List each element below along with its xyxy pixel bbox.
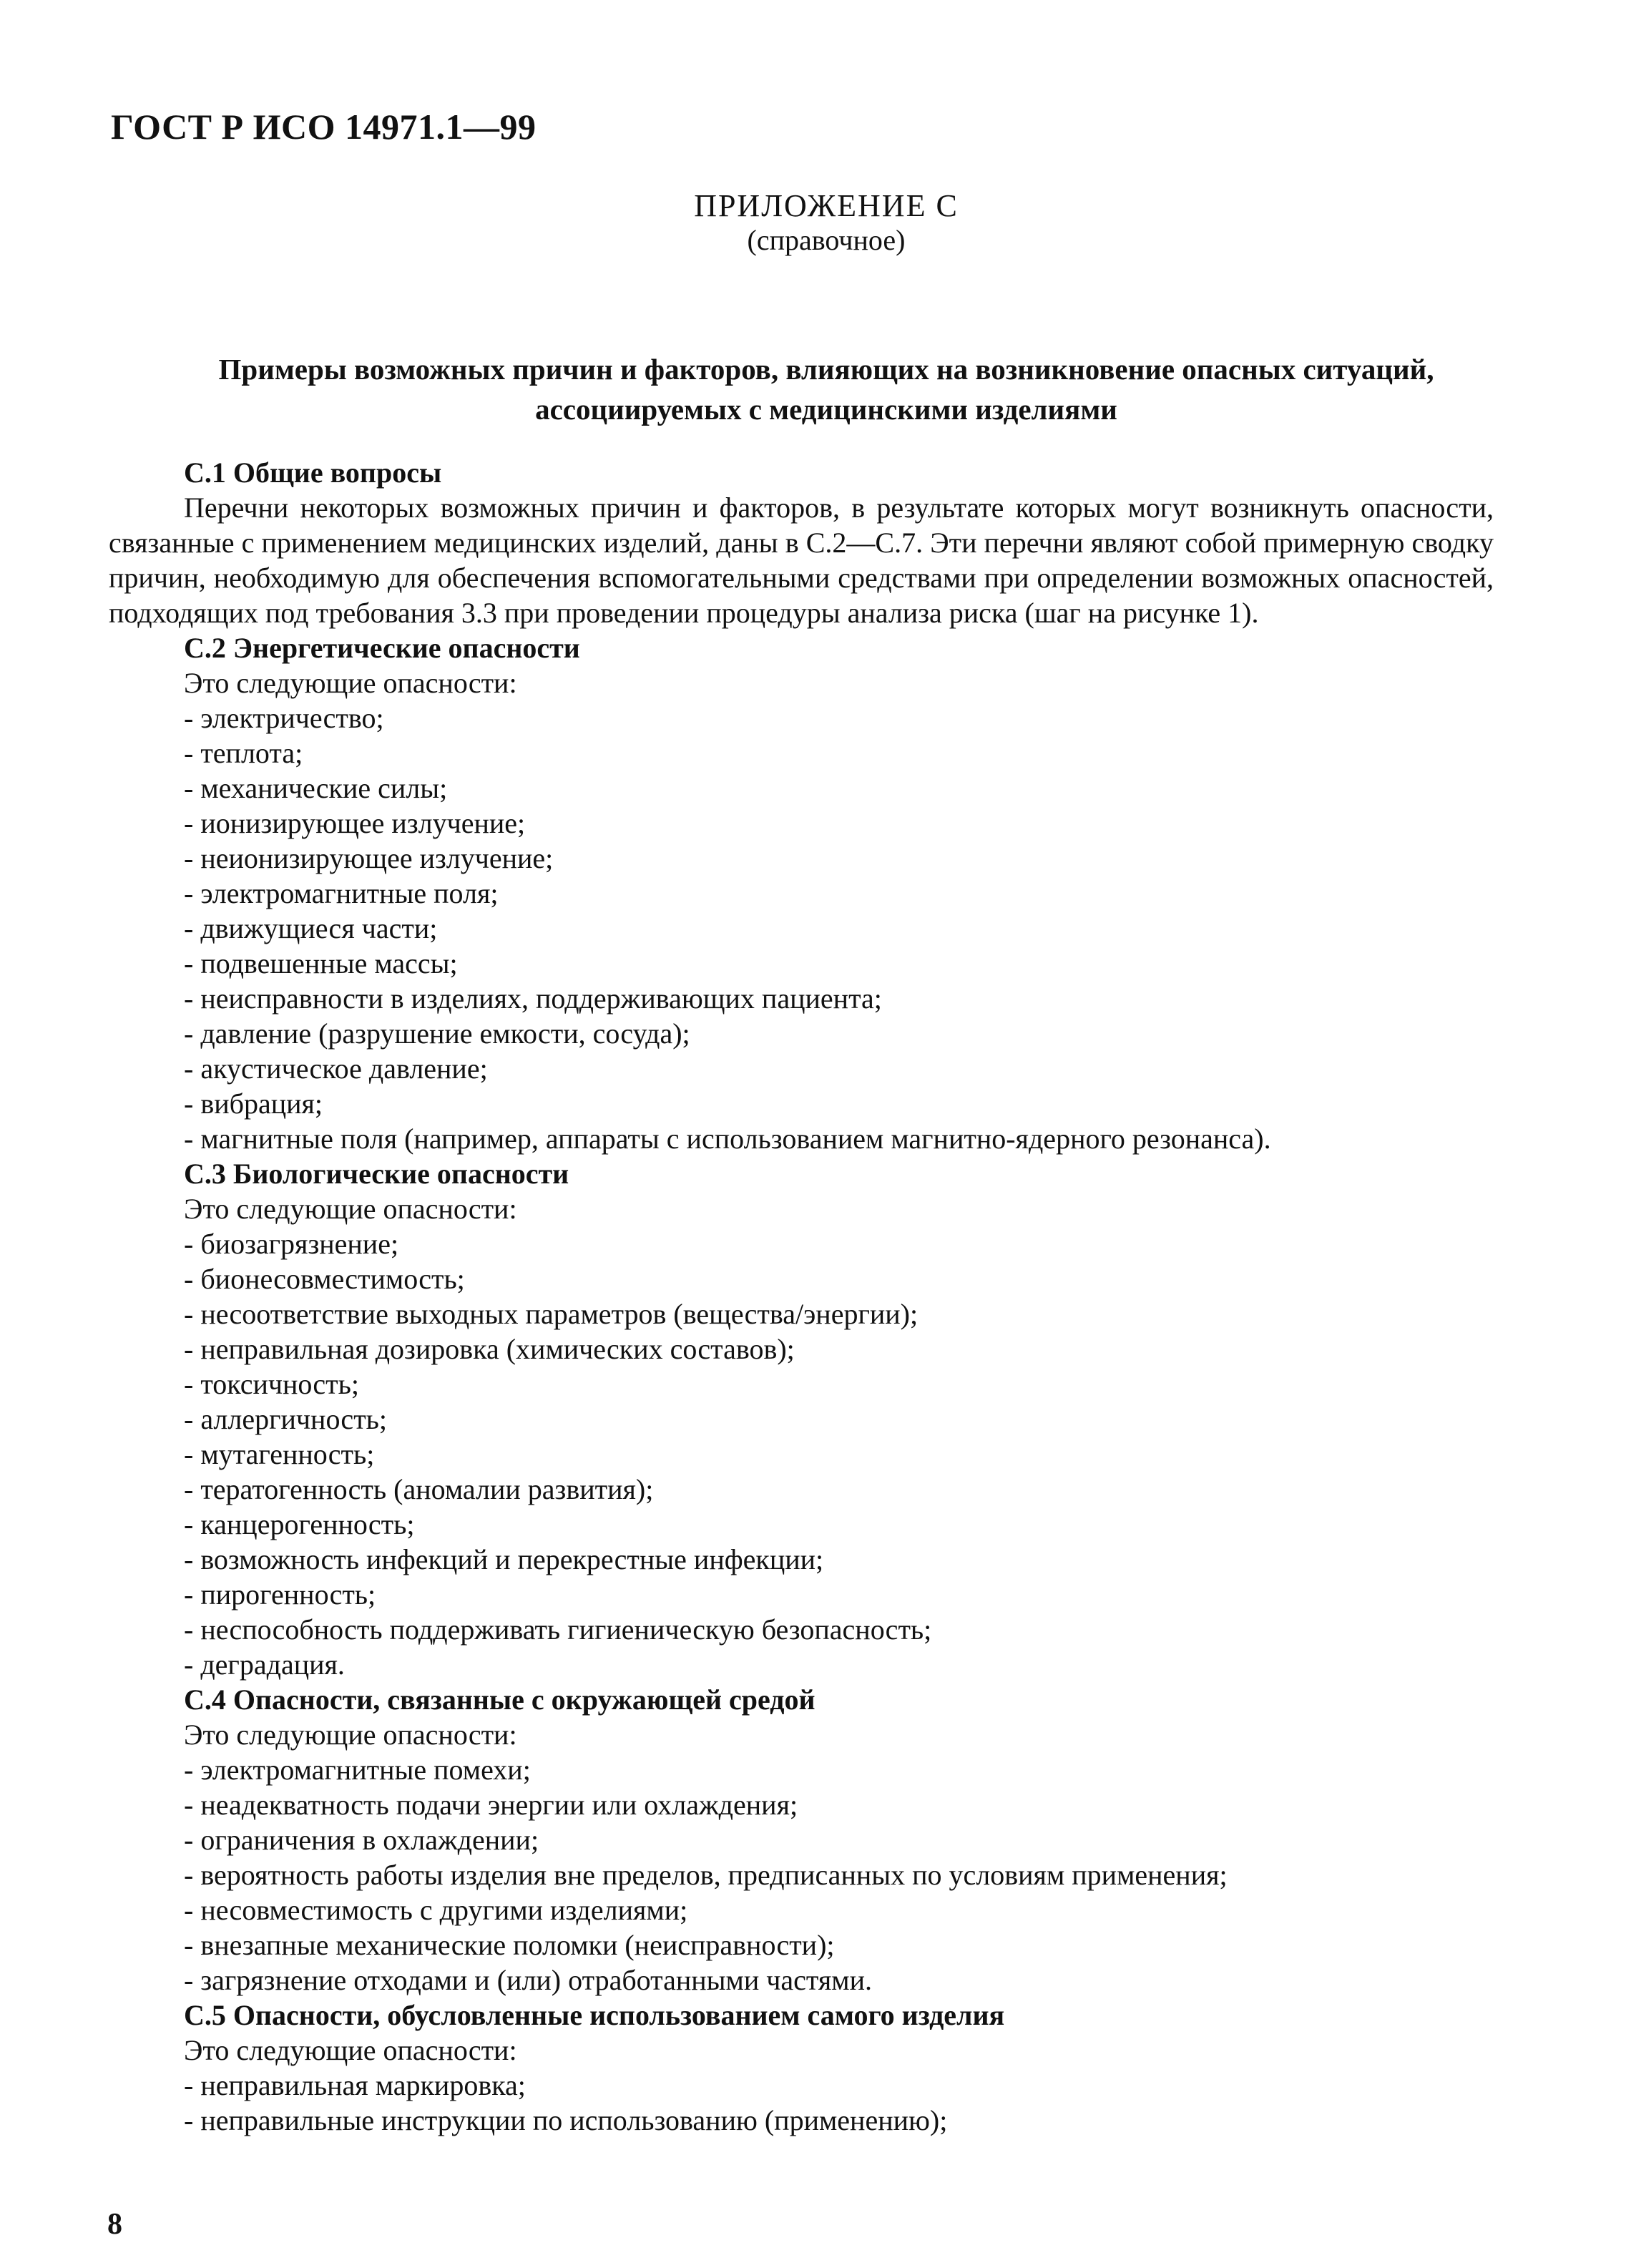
document-title-line-1: Примеры возможных причин и факторов, влияющих на возникновение опасных ситуаций,	[218, 353, 1434, 386]
section-intro-c3: Это следующие опасности:	[184, 1193, 517, 1225]
section-intro-c4: Это следующие опасности:	[184, 1719, 517, 1751]
list-item: - пирогенность;	[184, 1578, 376, 1610]
list-item: - канцерогенность;	[184, 1508, 415, 1540]
appendix-title: ПРИЛОЖЕНИЕ С	[694, 188, 959, 223]
list-item: - движущиеся части;	[184, 912, 438, 944]
list-item: - неисправности в изделиях, поддерживающих пациента;	[184, 982, 882, 1015]
list-item: - возможность инфекций и перекрестные инфекции;	[184, 1543, 824, 1575]
list-item: - магнитные поля (например, аппараты с использованием магнитно-ядерного резонанса).	[184, 1123, 1271, 1155]
list-item: - несовместимость с другими изделиями;	[184, 1894, 688, 1926]
section-heading-c3: С.3 Биологические опасности	[184, 1158, 569, 1190]
section-heading-c1: С.1 Общие вопросы	[184, 456, 442, 489]
list-item: - неспособность поддерживать гигиеническую безопасность;	[184, 1613, 932, 1646]
document-title	[179, 349, 1474, 429]
list-item: - несоответствие выходных параметров (вещества/энергии);	[184, 1298, 919, 1330]
list-item: - аллергичность;	[184, 1403, 388, 1435]
list-item: - ионизирующее излучение;	[184, 807, 526, 839]
section-intro-c2: Это следующие опасности:	[184, 667, 517, 699]
section-intro-c5: Это следующие опасности:	[184, 2034, 517, 2066]
appendix-subtitle: (справочное)	[747, 224, 906, 256]
page-number: 8	[107, 2208, 122, 2241]
section-paragraph-c1: Перечни некоторых возможных причин и факторов, в результате которых могут возникнуть опасности, связанные с применением медицинских изделий, даны в С.2—С.7. Эти перечни являют собой примерную сводку причин, необходимую для обеспечения вспомогательными средствами при определении возможных опасностей, подходящих под требования 3.3 при проведении процедуры анализа риска (шаг на рисунке 1).	[109, 492, 1494, 629]
list-item: - неправильная маркировка;	[184, 2069, 526, 2101]
document-body	[109, 455, 1494, 2138]
list-item: - электричество;	[184, 702, 384, 734]
list-item: - биозагрязнение;	[184, 1228, 399, 1260]
list-item: - неадекватность подачи энергии или охлаждения;	[184, 1789, 798, 1821]
list-item: - ограничения в охлаждении;	[184, 1824, 539, 1856]
hazard-list-c2	[109, 700, 1494, 1156]
list-item: - вибрация;	[184, 1087, 323, 1120]
list-item: - мутагенность;	[184, 1438, 375, 1470]
list-item: - механические силы;	[184, 772, 448, 804]
hazard-list-c3	[109, 1226, 1494, 1682]
list-item: - электромагнитные помехи;	[184, 1754, 531, 1786]
list-item: - тератогенность (аномалии развития);	[184, 1473, 654, 1505]
section-heading-c5: С.5 Опасности, обусловленные использованием самого изделия	[184, 1999, 1005, 2031]
list-item: - акустическое давление;	[184, 1052, 488, 1085]
list-item: - неправильная дозировка (химических составов);	[184, 1333, 795, 1365]
list-item: - бионесовместимость;	[184, 1263, 465, 1295]
section-heading-c2: С.2 Энергетические опасности	[184, 632, 580, 664]
standard-header: ГОСТ Р ИСО 14971.1—99	[111, 107, 537, 147]
list-item: - внезапные механические поломки (неисправности);	[184, 1929, 835, 1961]
hazard-list-c5	[109, 2068, 1494, 2138]
list-item: - давление (разрушение емкости, сосуда);	[184, 1017, 690, 1050]
hazard-list-c4	[109, 1752, 1494, 1998]
section-heading-c4: С.4 Опасности, связанные с окружающей средой	[184, 1683, 815, 1716]
list-item: - деградация.	[184, 1648, 345, 1681]
list-item: - токсичность;	[184, 1368, 359, 1400]
list-item: - неионизирующее излучение;	[184, 842, 554, 874]
list-item: - вероятность работы изделия вне пределов, предписанных по условиям применения;	[184, 1859, 1228, 1891]
list-item: - теплота;	[184, 737, 303, 769]
list-item: - загрязнение отходами и (или) отработанными частями.	[184, 1964, 872, 1996]
document-title-line-2: ассоциируемых с медицинскими изделиями	[535, 393, 1117, 426]
list-item: - электромагнитные поля;	[184, 877, 499, 909]
list-item: - неправильные инструкции по использованию (применению);	[184, 2104, 948, 2136]
list-item: - подвешенные массы;	[184, 947, 458, 979]
